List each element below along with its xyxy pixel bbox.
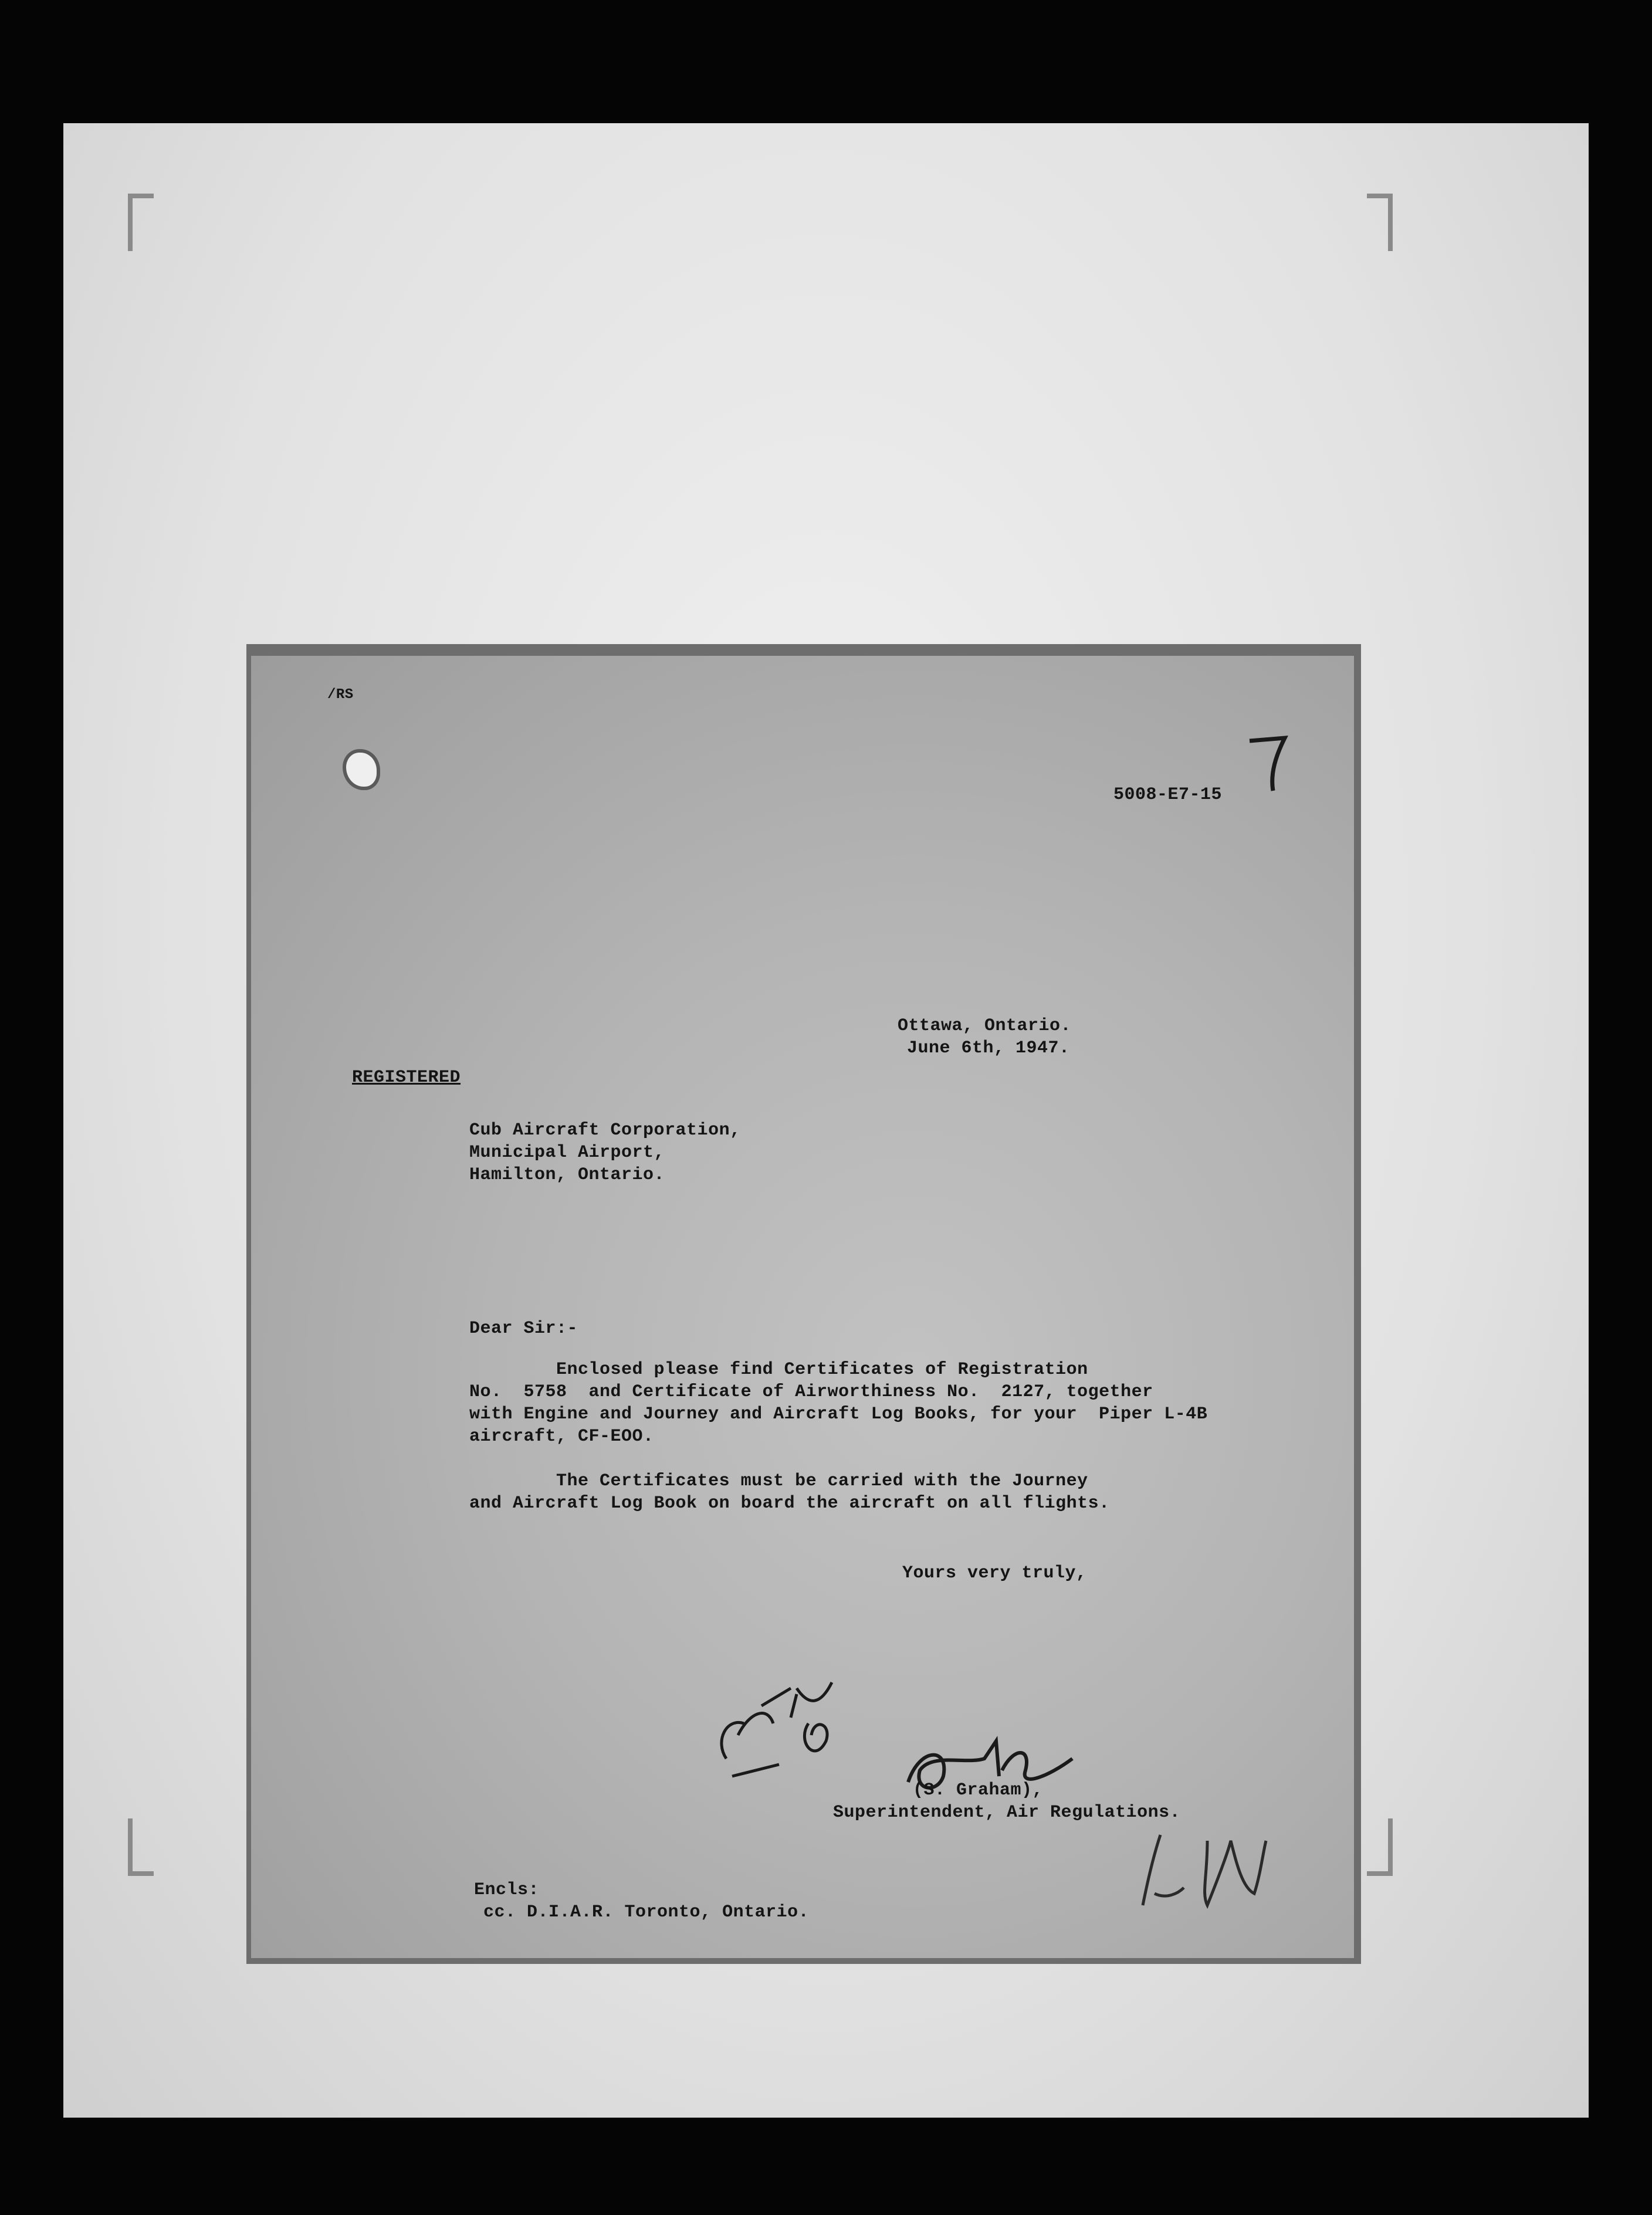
address-line: Cub Aircraft Corporation, (469, 1120, 741, 1140)
carbon-copy-line: cc. D.I.A.R. Toronto, Ontario. (483, 1902, 810, 1922)
top-mark: /RS (327, 687, 354, 703)
date: June 6th, 1947. (907, 1038, 1070, 1058)
crop-mark-top-right (1367, 194, 1393, 251)
registered-label: REGISTERED (352, 1068, 461, 1088)
file-number: 5008-E7-15 (1113, 785, 1223, 805)
body-line: Enclosed please find Certificates of Registration (469, 1360, 1088, 1380)
initials-handwriting (1119, 1829, 1295, 1911)
body-line: with Engine and Journey and Aircraft Log Books, for your Piper L-4B (469, 1404, 1208, 1424)
letter-sheet (251, 656, 1354, 1958)
crop-mark-bottom-right (1367, 1818, 1393, 1876)
address-line: Hamilton, Ontario. (469, 1165, 665, 1185)
address-line: Municipal Airport, (469, 1143, 665, 1163)
signatory-name: (S. Graham), (913, 1780, 1044, 1800)
handwritten-date-note (709, 1671, 855, 1788)
crop-mark-bottom-left (128, 1818, 154, 1876)
body-line: aircraft, CF-EOO. (469, 1427, 654, 1447)
body-line: The Certificates must be carried with the Journey (469, 1471, 1088, 1491)
body-line: and Aircraft Log Book on board the aircraft on all flights. (469, 1493, 1110, 1513)
signatory-title: Superintendent, Air Regulations. (833, 1803, 1181, 1823)
punch-hole (346, 753, 377, 787)
crop-mark-top-left (128, 194, 154, 251)
salutation: Dear Sir:- (469, 1319, 578, 1339)
enclosures-label: Encls: (474, 1880, 540, 1900)
page-number-handwriting (1244, 732, 1296, 797)
body-line: No. 5758 and Certificate of Airworthiness No. 2127, together (469, 1382, 1153, 1402)
place: Ottawa, Ontario. (898, 1016, 1072, 1036)
closing: Yours very truly, (902, 1563, 1087, 1583)
